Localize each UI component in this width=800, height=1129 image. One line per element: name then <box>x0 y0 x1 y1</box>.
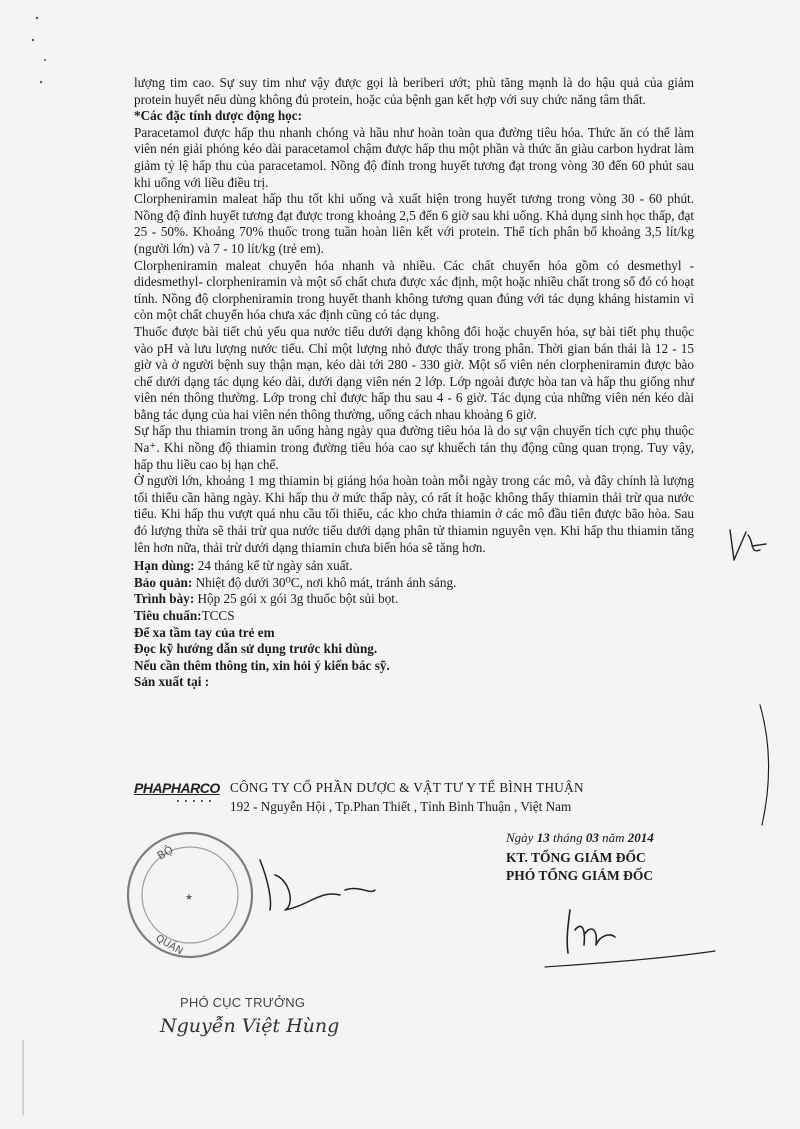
packaging-value: Hộp 25 gói x gói 3g thuốc bột sủi bọt. <box>194 591 399 607</box>
signer-title-line2: PHÓ TỔNG GIÁM ĐỐC <box>506 868 654 883</box>
company-logo: PHAPHARCO <box>134 780 220 796</box>
scan-marks <box>15 10 55 100</box>
packaging-label: Trình bày: <box>134 591 195 607</box>
svg-text:★: ★ <box>185 893 194 903</box>
paragraph-thiamin-adult: Ở người lớn, khoảng 1 mg thiamin bị giáng hóa hoàn toàn mỗi ngày trong các mô, và đây chính là lượng tối thiểu cần hàng ngày. Khi hấp thu ở mức thấp này, có rất ít hoặc không thấy thiamin thải trừ qua nước tiểu. Khi hấp thu vượt quá nhu cầu tối thiểu, các kho chứa thiamin ở các mô đầu tiên được bão hòa. Sau đó lượng thừa sẽ thải trừ qua nước tiểu dưới dạng phân tử thiamin nguyên vẹn. Khi hấp thu thiamin tăng lên hơn nữa, thải trừ dưới dạng thiamin chưa biến hóa sẽ tăng hơn. <box>134 473 694 555</box>
section-heading-pharmacokinetics: *Các đặc tính dược động học: <box>134 108 302 124</box>
approval-name: Nguyễn Việt Hùng <box>160 1015 340 1037</box>
margin-curve <box>750 700 780 830</box>
warning-read-instructions: Đọc kỹ hướng dẫn sử dụng trước khi dùng. <box>134 641 378 657</box>
storage-label: Bảo quản: <box>134 574 193 590</box>
paragraph-thiamin-absorption: Sự hấp thu thiamin trong ăn uống hàng ngày qua đường tiêu hóa là do sự vận chuyển tích cực phụ thuộc Na⁺. Khi nồng độ thiamin trong đường tiêu hóa cao sự khuếch tán thụ động cũng quan trọng. Tuy vậy, hấp thu liều cao bị hạn chế. <box>134 423 694 472</box>
left-margin-line <box>18 1040 28 1120</box>
paragraph-clorpheniramin-metabolism: Clorpheniramin maleat chuyển hóa nhanh và nhiều. Các chất chuyển hóa gồm có desmethyl - didesmethyl- clorpheniramin và một số chất chưa được xác định, một hoặc nhiều chất trong số đó có hoạt tính. Nồng độ clorpheniramin trong huyết thanh không tương quan đúng với tác dụng kháng histamin vì còn một chất chuyển hóa chưa xác định cũng có tác dụng. <box>134 257 694 323</box>
paragraph-clorpheniramin-absorption: Clorpheniramin maleat hấp thu tốt khi uống và xuất hiện trong huyết tương trong vòng 30 - 60 phút. Nồng độ đỉnh huyết tương đạt được trong khoảng 2,5 đến 6 giờ sau khi uống. Khả dụng sinh học thấp, đạt 25 - 50%. Khoảng 70% thuốc trong tuần hoàn liên kết với protein. Thể tích phân bố khoảng 3,5 lít/kg (người lớn) và 7 - 10 lít/kg (trẻ em). <box>134 191 694 256</box>
date-day: 13 <box>536 830 550 845</box>
expiry-line <box>134 558 694 575</box>
logo-dots <box>174 798 224 804</box>
approval-title: PHÓ CỤC TRƯỞNG <box>180 995 306 1010</box>
storage-line <box>134 575 694 592</box>
approval-signature-mark <box>250 850 390 930</box>
date-year-prefix: năm <box>598 830 628 845</box>
warning-ask-doctor: Nếu cần thêm thông tin, xin hỏi ý kiến bác sỹ. <box>134 657 390 673</box>
initials-mark <box>720 520 780 570</box>
svg-text:BỘ: BỘ <box>155 843 176 863</box>
standard-label: Tiêu chuẩn: <box>134 608 202 623</box>
warning-children: Để xa tầm tay của trẻ em <box>134 624 275 640</box>
signing-date <box>506 830 654 846</box>
document-body <box>134 75 694 691</box>
paragraph-excretion: Thuốc được bài tiết chủ yếu qua nước tiểu dưới dạng không đổi hoặc chuyển hóa, sự bài tiết phụ thuộc vào pH và lưu lượng nước tiểu. Chỉ một lượng nhỏ được thấy trong phân. Thời gian bán thải là 12 - 15 giờ và ở người bệnh suy thận mạn, kéo dài tới 280 - 330 giờ. Một số viên nén clorpheniramin được bào chế dưới dạng tác dụng kéo dài, dưới dạng viên nén 2 lớp. Lớp ngoài được hòa tan và hấp thu giống như viên nén thông thường. Lớp trong chỉ được hấp thu sau 4 - 6 giờ. Tác dụng của những viên nén kéo dài bằng tác dụng của hai viên nén thông thường, uống cách nhau khoảng 6 giờ. <box>134 323 694 422</box>
date-month: 03 <box>585 830 599 845</box>
manufacturer-label: Sản xuất tại : <box>134 674 210 690</box>
paragraph-paracetamol: Paracetamol được hấp thu nhanh chóng và hầu như hoàn toàn qua đường tiêu hóa. Thức ăn có thể làm viên nén giải phóng kéo dài paracetamol chậm được hấp thu một phần và thức ăn giàu carbon hydrat làm giảm tỷ lệ hấp thu của paracetamol. Nồng độ đỉnh trong huyết tương đạt trong vòng 30 đến 60 phút sau khi uống với liều điều trị. <box>134 124 694 190</box>
standard-line <box>134 608 694 625</box>
expiry-label: Hạn dùng: <box>134 558 195 574</box>
expiry-value: 24 tháng kể từ ngày sản xuất. <box>194 558 353 574</box>
paragraph-beriberi: lượng tim cao. Sự suy tim như vậy được gọi là beriberi ướt; phù tăng mạnh là do hậu quả của giảm protein huyết nếu dùng không đủ protein, hoặc của bệnh gan kết hợp với suy chức năng tâm thất. <box>134 75 694 107</box>
date-year: 2014 <box>627 830 654 845</box>
signer-title-line1: KT. TỔNG GIÁM ĐỐC <box>506 850 646 865</box>
storage-value: Nhiệt độ dưới 30⁰C, nơi khô mát, tránh ánh sáng. <box>192 574 457 590</box>
standard-value: TCCS <box>201 608 235 623</box>
packaging-line <box>134 591 694 608</box>
date-prefix: Ngày <box>506 830 537 845</box>
company-name: CÔNG TY CỔ PHẦN DƯỢC & VẬT TƯ Y TẾ BÌNH THUẬN <box>230 780 584 795</box>
company-address: 192 - Nguyễn Hội , Tp.Phan Thiết , Tỉnh Bình Thuận , Việt Nam <box>230 799 572 814</box>
svg-text:QUẢN: QUẢN <box>153 933 185 958</box>
date-month-prefix: tháng <box>549 830 586 845</box>
company-signature <box>540 885 740 975</box>
